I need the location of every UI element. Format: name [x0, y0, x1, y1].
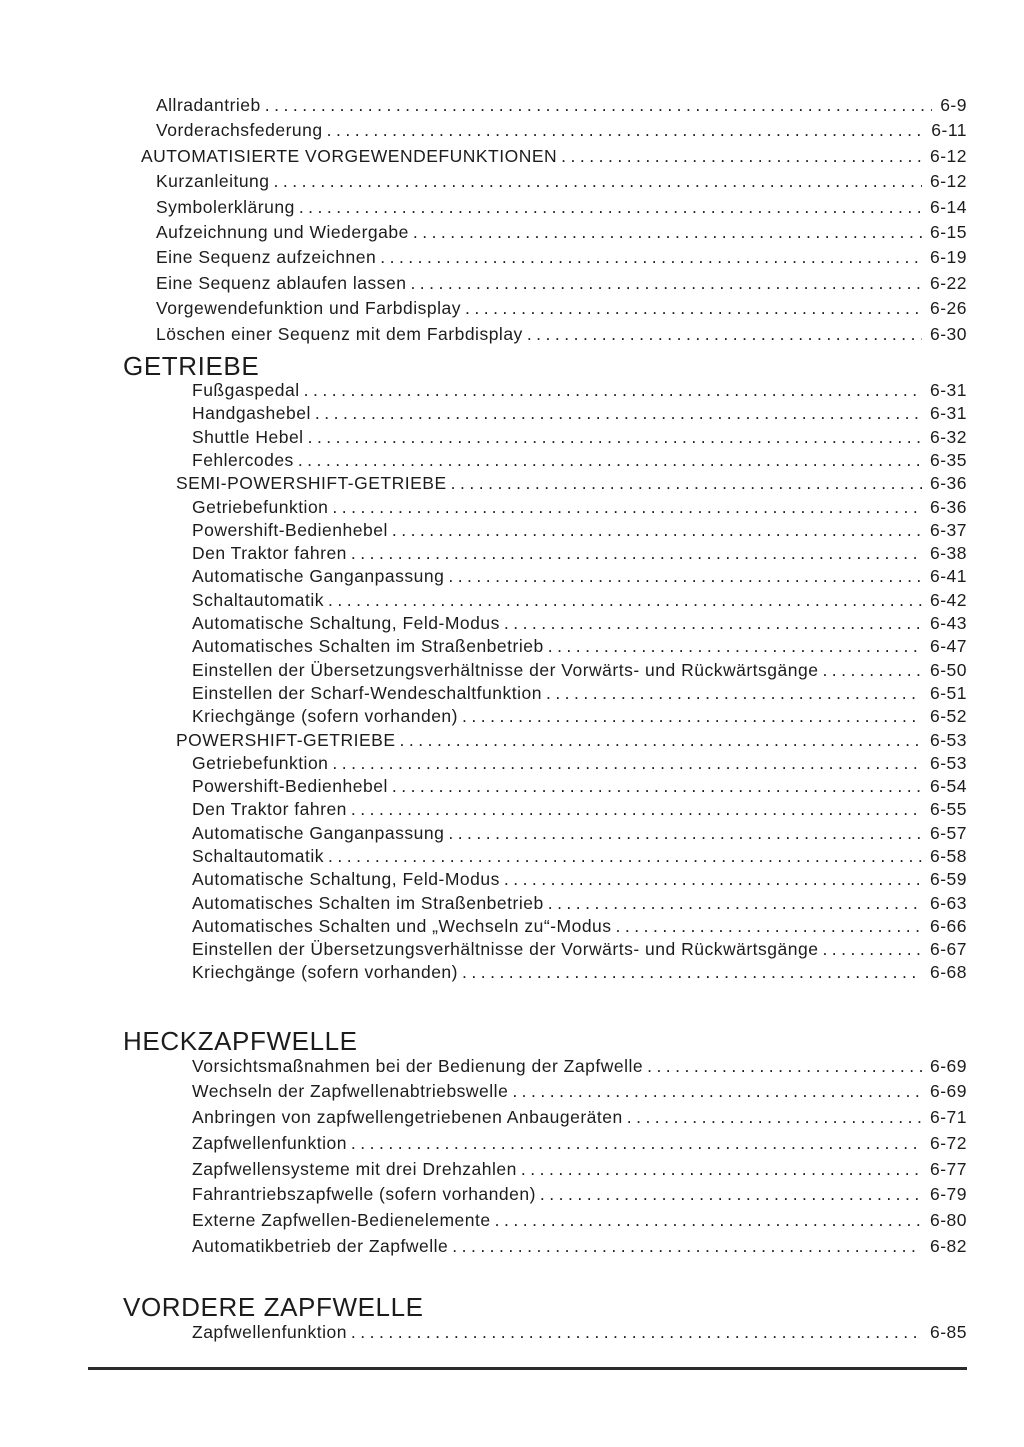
dot-leader	[409, 220, 922, 245]
toc-entry-label: AUTOMATISIERTE VORGEWENDEFUNKTIONEN	[141, 145, 558, 166]
toc-entry-page: 6-42	[929, 589, 967, 610]
toc-entry-page: 6-37	[929, 519, 967, 540]
toc-entry-label: Schaltautomatik	[192, 846, 325, 866]
toc-entry-label: Zapfwellenfunktion	[192, 1132, 347, 1153]
toc-entry-label: Kurzanleitung	[156, 171, 270, 192]
toc-entry	[0, 1234, 967, 1260]
section-heading: VORDERE ZAPFWELLE	[123, 1292, 424, 1323]
toc-entry	[0, 752, 967, 775]
toc-entry-page: 6-31	[929, 380, 967, 401]
toc-entry-label: Löschen einer Sequenz mit dem Farbdisplay	[156, 323, 523, 344]
toc-entry	[0, 519, 967, 542]
dot-leader	[500, 868, 922, 891]
dot-leader	[458, 961, 922, 984]
toc-entry-label: Automatische Schaltung, Feld-Modus	[192, 869, 500, 890]
toc-entry-label: Fußgaspedal	[192, 380, 300, 401]
toc-entry	[0, 635, 967, 658]
dot-leader	[323, 118, 924, 143]
dot-leader	[406, 271, 922, 296]
toc-entry-page: 6-53	[929, 729, 967, 750]
dot-leader	[448, 1234, 922, 1260]
toc-entry-page: 6-36	[929, 473, 967, 494]
toc-entry-label: Den Traktor fahren	[192, 799, 347, 820]
toc-entry	[0, 296, 967, 321]
toc-entry-label: Powershift-Bedienhebel	[192, 776, 388, 797]
toc-entry-page: 6-14	[929, 196, 967, 217]
toc-entry	[0, 892, 967, 915]
dot-leader	[461, 296, 922, 321]
dot-leader	[347, 798, 922, 821]
dot-leader	[347, 542, 922, 565]
dot-leader	[544, 635, 922, 658]
dot-leader	[542, 682, 922, 705]
dot-leader	[500, 612, 922, 635]
toc-entry	[0, 705, 967, 728]
toc-entry	[0, 1208, 967, 1234]
toc-entry-label: Wechseln der Zapfwellenabtriebswelle	[192, 1081, 509, 1102]
dot-leader	[328, 496, 922, 519]
toc-entry	[0, 144, 967, 169]
toc-entry	[0, 729, 967, 752]
toc-entry	[0, 1157, 967, 1183]
dot-leader	[643, 1054, 922, 1080]
toc-entry	[0, 245, 967, 270]
dot-leader	[458, 705, 922, 728]
toc-entry	[0, 93, 967, 118]
toc-entry	[0, 496, 967, 519]
toc-entry-page: 6-80	[929, 1210, 967, 1230]
toc-entry-label: Handgashebel	[192, 403, 311, 424]
toc-section	[0, 353, 967, 985]
toc-entry	[0, 915, 967, 938]
toc-entry-label: Allradantrieb	[156, 95, 261, 115]
toc-entry-label: Eine Sequenz ablaufen lassen	[156, 272, 407, 293]
toc-entry-label: Zapfwellenfunktion	[192, 1322, 347, 1343]
dot-leader	[295, 195, 922, 220]
toc-entry	[0, 682, 967, 705]
toc-entry	[0, 659, 967, 682]
dot-leader	[557, 144, 922, 169]
dot-leader	[328, 752, 922, 775]
dot-leader	[324, 589, 922, 612]
toc-entry-page: 6-82	[929, 1235, 967, 1256]
toc-entry-label: Den Traktor fahren	[192, 543, 347, 564]
dot-leader	[388, 519, 922, 542]
dot-leader	[544, 892, 922, 915]
toc-entry	[0, 195, 967, 220]
toc-entry	[0, 1105, 967, 1131]
toc-entry	[0, 1131, 967, 1157]
toc-entry-page: 6-12	[929, 145, 967, 166]
toc-entry-label: Zapfwellensysteme mit drei Drehzahlen	[192, 1158, 517, 1179]
toc-entry-page: 6-19	[929, 247, 967, 268]
toc-entry-page: 6-85	[929, 1322, 967, 1343]
footer-divider	[88, 1367, 967, 1370]
toc-entry	[0, 379, 967, 402]
toc-entry-label: Fehlercodes	[192, 449, 294, 470]
toc-entry	[0, 868, 967, 891]
toc-entry	[0, 1054, 967, 1080]
toc-entry	[0, 612, 967, 635]
toc-entry-page: 6-71	[929, 1107, 967, 1128]
toc-entry-page: 6-69	[929, 1081, 967, 1102]
dot-leader	[444, 822, 922, 845]
toc-entry-page: 6-55	[929, 799, 967, 820]
section-heading: HECKZAPFWELLE	[123, 1025, 358, 1056]
toc-entry-label: Fahrantriebszapfwelle (sofern vorhanden)	[192, 1184, 536, 1205]
toc-entry-label: POWERSHIFT-GETRIEBE	[176, 729, 396, 750]
toc-entry-label: Automatikbetrieb der Zapfwelle	[192, 1235, 449, 1256]
toc-entry	[0, 845, 967, 868]
toc-entry	[0, 426, 967, 449]
toc-entry-page: 6-47	[929, 636, 967, 657]
toc-entry	[0, 472, 967, 495]
toc-entry-page: 6-77	[929, 1158, 967, 1179]
toc-entry-page: 6-51	[929, 682, 967, 703]
toc-entry	[0, 1079, 967, 1105]
toc-section	[0, 1294, 967, 1346]
dot-leader	[270, 169, 922, 194]
toc-entry-label: Kriechgänge (sofern vorhanden)	[192, 706, 458, 727]
toc-entry-page: 6-30	[929, 323, 967, 344]
dot-leader	[818, 938, 922, 961]
dot-leader	[311, 402, 922, 425]
dot-leader	[508, 1079, 922, 1105]
dot-leader	[523, 322, 922, 347]
toc-entry-page: 6-12	[929, 171, 967, 192]
toc-entry-label: Anbringen von zapfwellengetriebenen Anbaugeräten	[192, 1107, 623, 1128]
toc-entry	[0, 220, 967, 245]
toc-entry-page: 6-53	[929, 752, 967, 773]
toc-entry	[0, 961, 967, 984]
section-heading: GETRIEBE	[123, 351, 260, 382]
dot-leader	[294, 449, 922, 472]
dot-leader	[388, 775, 922, 798]
toc-entry-page: 6-69	[929, 1055, 967, 1076]
toc-entry-label: Shuttle Hebel	[192, 426, 304, 447]
toc-entry	[0, 118, 967, 143]
toc-entry-page: 6-66	[929, 915, 967, 936]
toc-entry-page: 6-68	[929, 962, 967, 983]
toc-entry-label: Getriebefunktion	[192, 496, 329, 517]
toc-entry-label: Externe Zapfwellen-Bedienelemente	[192, 1210, 491, 1230]
toc-section	[0, 1025, 967, 1260]
toc-entry-label: Kriechgänge (sofern vorhanden)	[192, 962, 458, 983]
toc-entry	[0, 1182, 967, 1208]
toc-entry-page: 6-26	[929, 298, 967, 319]
toc-entry	[0, 938, 967, 961]
dot-leader	[324, 845, 922, 868]
toc-entry-label: Automatisches Schalten im Straßenbetrieb	[192, 636, 544, 657]
toc-entry	[0, 798, 967, 821]
toc-entry-page: 6-31	[929, 403, 967, 424]
dot-leader	[347, 1131, 922, 1157]
dot-leader	[376, 245, 922, 270]
toc-entry-label: Einstellen der Scharf-Wendeschaltfunktion	[192, 682, 542, 703]
dot-leader	[818, 659, 922, 682]
toc-entry-page: 6-35	[929, 449, 967, 470]
toc-entry	[0, 589, 967, 612]
toc-entry-label: Aufzeichnung und Wiedergabe	[156, 222, 409, 243]
dot-leader	[300, 379, 922, 402]
toc-entry-page: 6-43	[929, 613, 967, 634]
toc-entry-page: 6-11	[931, 120, 967, 141]
toc-entry-page: 6-22	[929, 272, 967, 293]
toc-entry	[0, 775, 967, 798]
toc-entry-label: Automatische Ganganpassung	[192, 822, 445, 843]
toc-entry-label: Einstellen der Übersetzungsverhältnisse der Vorwärts- und Rückwärtsgänge	[192, 939, 819, 960]
dot-leader	[447, 472, 922, 495]
toc-entry-page: 6-38	[929, 543, 967, 564]
toc-entry-page: 6-72	[929, 1132, 967, 1153]
dot-leader	[536, 1182, 922, 1208]
toc-entry-page: 6-52	[929, 706, 967, 727]
toc-entry-page: 6-9	[940, 95, 967, 115]
dot-leader	[444, 565, 922, 588]
toc-entry-label: SEMI-POWERSHIFT-GETRIEBE	[176, 473, 447, 494]
toc-entry	[0, 565, 967, 588]
dot-leader	[304, 426, 922, 449]
toc-entry-page: 6-79	[929, 1184, 967, 1205]
toc-entry	[0, 822, 967, 845]
toc-entry-page: 6-50	[929, 659, 967, 680]
dot-leader	[623, 1105, 922, 1131]
dot-leader	[261, 93, 932, 118]
toc-entry-label: Powershift-Bedienhebel	[192, 519, 388, 540]
toc-entry-label: Automatische Schaltung, Feld-Modus	[192, 613, 500, 634]
toc-entry	[0, 402, 967, 425]
toc-section	[0, 93, 967, 347]
toc-entry-page: 6-15	[929, 222, 967, 243]
toc-entry-page: 6-59	[929, 869, 967, 890]
toc-entry-page: 6-36	[929, 496, 967, 517]
toc-entry-page: 6-63	[929, 892, 967, 913]
toc-entry-label: Vorderachsfederung	[156, 120, 323, 141]
toc-entry-page: 6-57	[929, 822, 967, 843]
toc-entry	[0, 1320, 967, 1346]
toc-entry-page: 6-67	[929, 939, 967, 960]
dot-leader	[396, 729, 922, 752]
toc-entry-label: Automatisches Schalten im Straßenbetrieb	[192, 892, 544, 913]
toc-entry-label: Symbolerklärung	[156, 196, 295, 217]
dot-leader	[612, 915, 922, 938]
dot-leader	[491, 1208, 922, 1234]
toc-entry-label: Getriebefunktion	[192, 752, 329, 773]
toc-entry	[0, 449, 967, 472]
toc-entry	[0, 271, 967, 296]
toc-entry-page: 6-58	[929, 846, 967, 866]
toc-entry-label: Schaltautomatik	[192, 589, 325, 610]
toc-entry-page: 6-41	[929, 566, 967, 587]
toc-entry-label: Eine Sequenz aufzeichnen	[156, 247, 377, 268]
toc-entry-label: Automatische Ganganpassung	[192, 566, 445, 587]
toc-entry-label: Einstellen der Übersetzungsverhältnisse der Vorwärts- und Rückwärtsgänge	[192, 659, 819, 680]
toc-entry	[0, 322, 967, 347]
toc-entry-page: 6-32	[929, 426, 967, 447]
toc-entry-label: Vorgewendefunktion und Farbdisplay	[156, 298, 461, 319]
toc-entry	[0, 542, 967, 565]
toc-entry-page: 6-54	[929, 776, 967, 797]
toc-entry-label: Automatisches Schalten und „Wechseln zu“-Modus	[192, 915, 612, 936]
dot-leader	[517, 1157, 922, 1183]
toc-entry-label: Vorsichtsmaßnahmen bei der Bedienung der Zapfwelle	[192, 1055, 644, 1076]
dot-leader	[347, 1320, 922, 1346]
toc-entry	[0, 169, 967, 194]
